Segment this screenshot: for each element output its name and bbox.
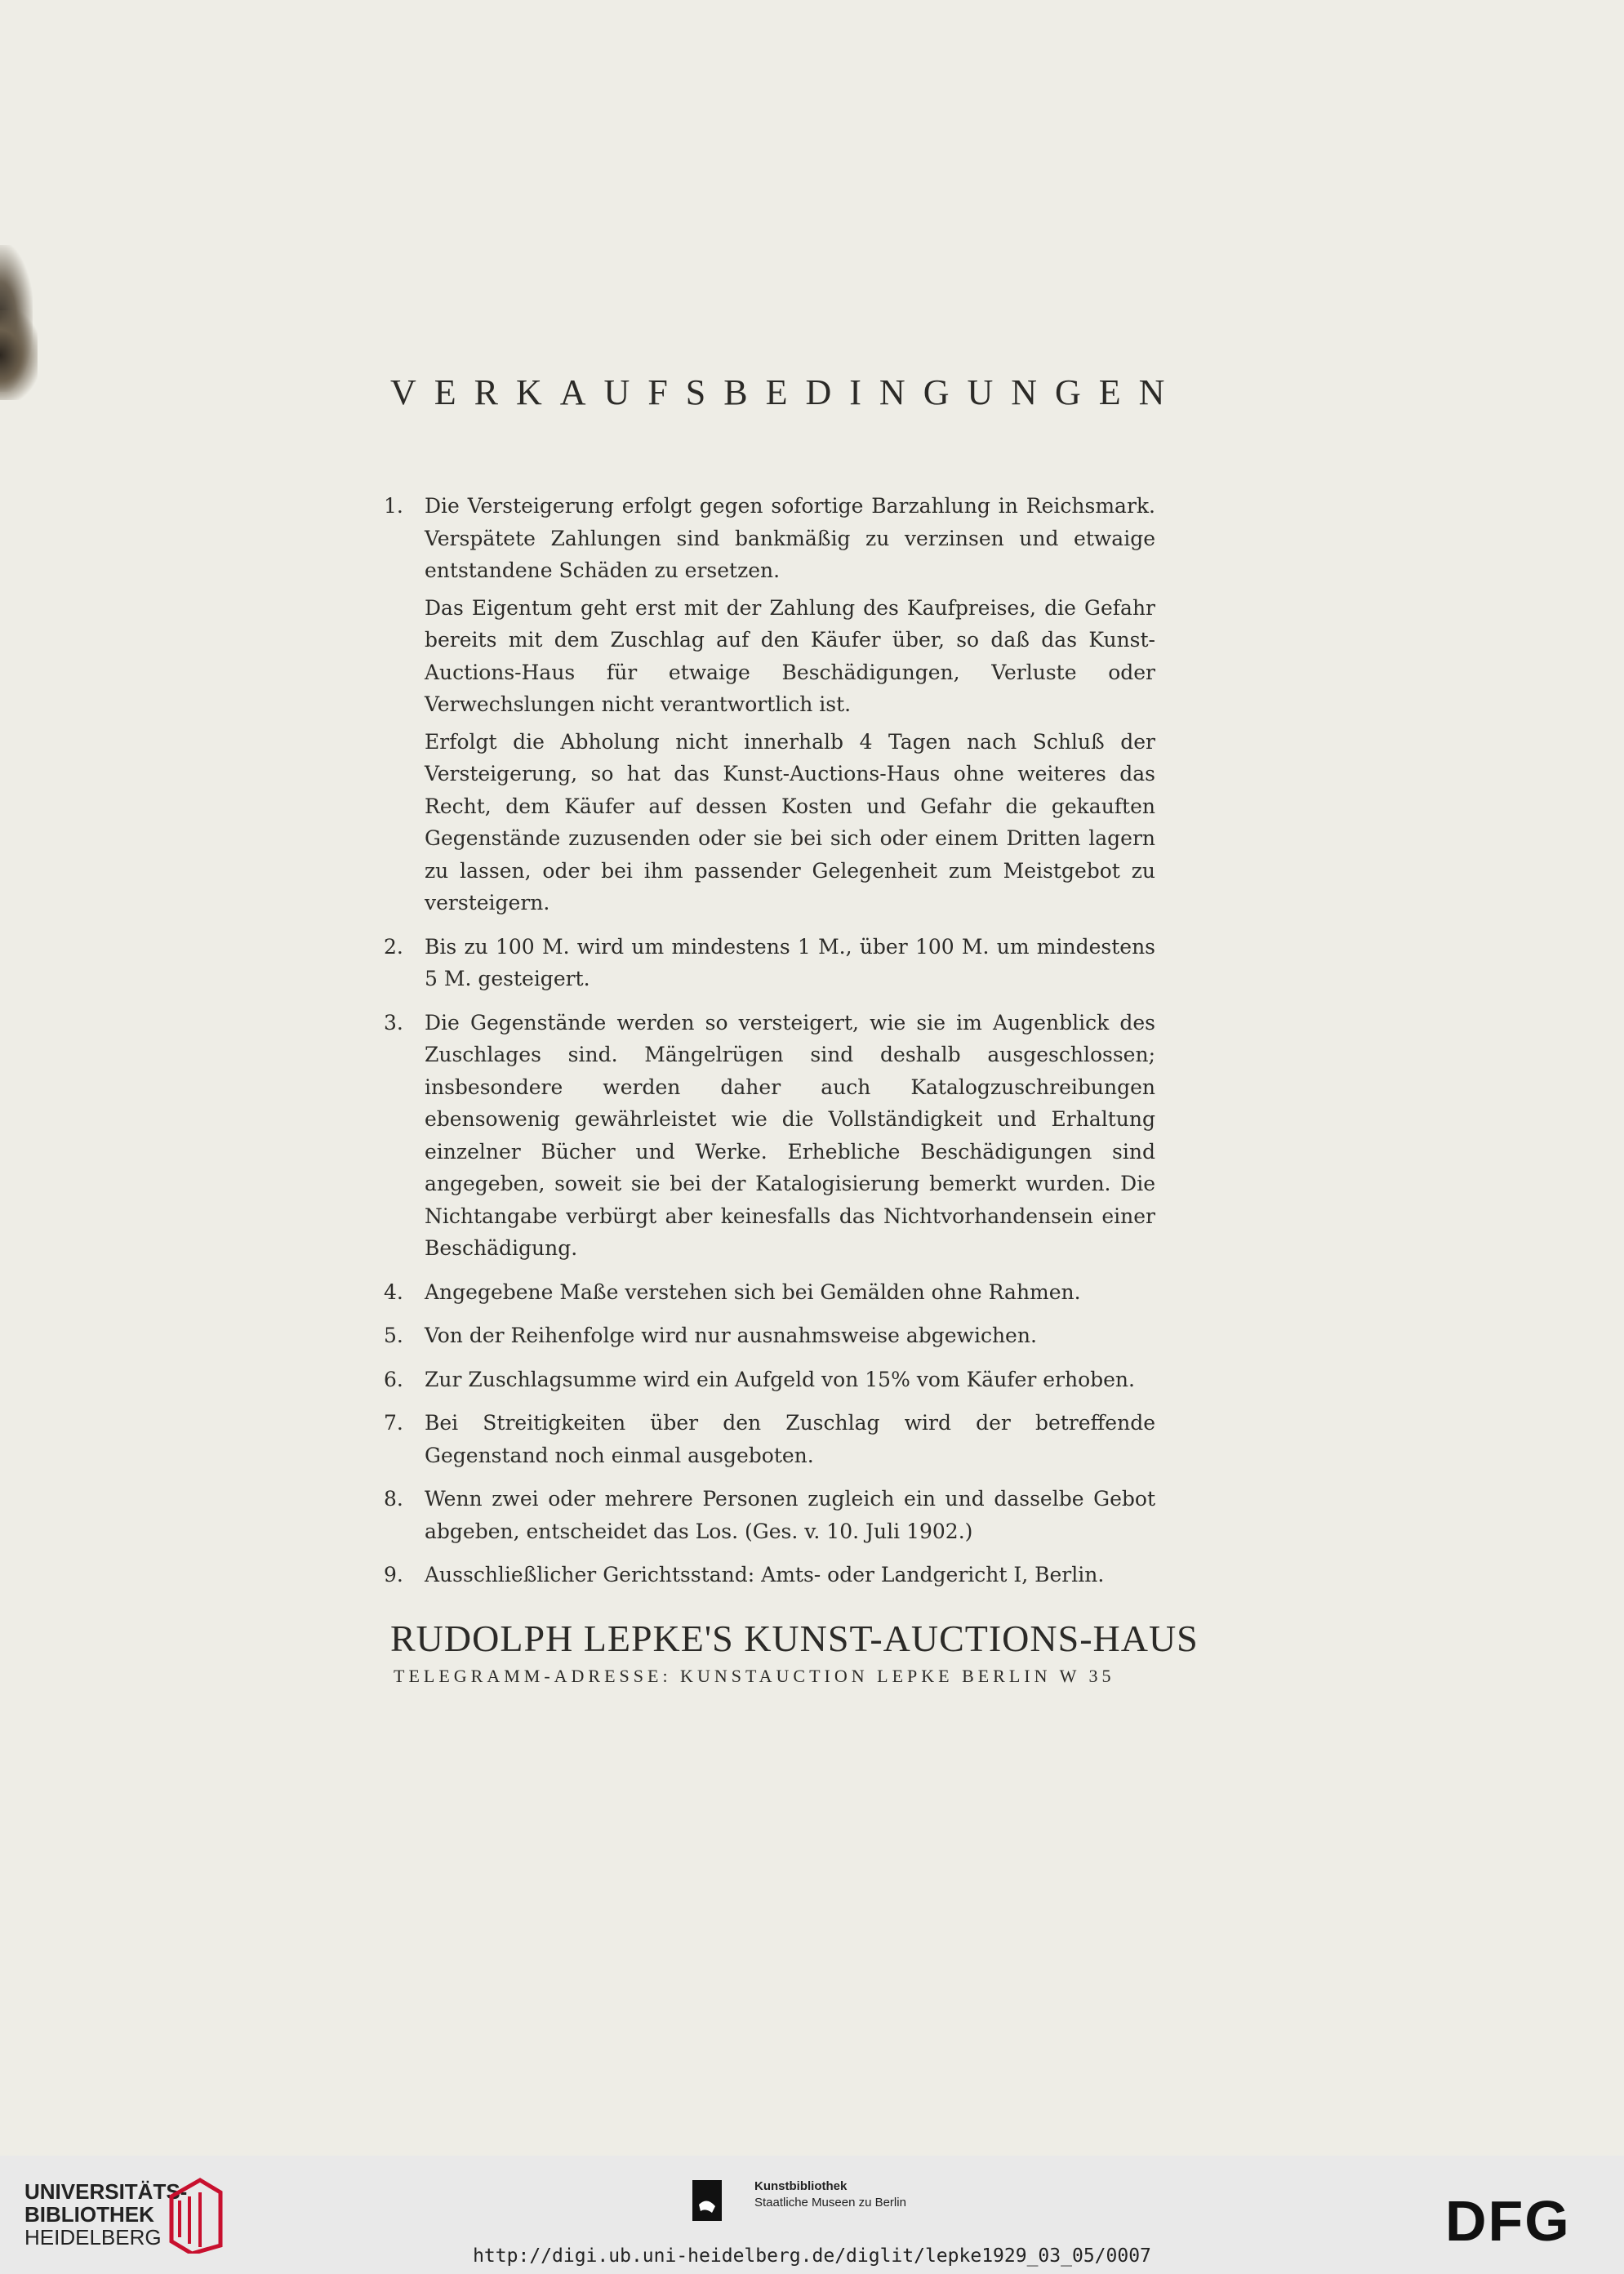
condition-number: 1. — [384, 494, 403, 518]
condition-number: 7. — [384, 1411, 403, 1435]
kunstbibliothek-wordmark[interactable] — [754, 2178, 906, 2211]
condition-number: 6. — [384, 1367, 403, 1391]
condition-paragraph: Erfolgt die Abholung nicht innerhalb 4 Tagen nach Schluß der Versteigerung, so hat das Kunst-Auctions-Haus ohne weiteres das Recht, dem Käufer auf dessen Kosten und Gefahr die gekauften Gegenstände zuzusenden oder sie bei sich oder einem Dritten lagern zu lassen, oder bei ihm passender Gelegenheit zum Meistgebot zu versteigern. — [425, 729, 1155, 914]
condition-body — [425, 1407, 1155, 1476]
footer-subtitle: TELEGRAMM-ADRESSE: KUNSTAUCTION LEPKE BERLIN W 35 — [394, 1666, 1115, 1686]
condition-item — [384, 1276, 1155, 1314]
viewer-footer-bar — [0, 2156, 1624, 2274]
condition-paragraph: Bei Streitigkeiten über den Zuschlag wird der betreffende Gegenstand noch einmal ausgeboten. — [425, 1411, 1155, 1467]
condition-paragraph: Zur Zuschlagsumme wird ein Aufgeld von 15% vom Käufer erhoben. — [425, 1367, 1135, 1391]
condition-number: 4. — [384, 1279, 403, 1304]
condition-paragraph: Angegebene Maße verstehen sich bei Gemälden ohne Rahmen. — [425, 1279, 1081, 1304]
condition-item — [384, 1559, 1155, 1596]
ub-line-2: BIBLIOTHEK — [24, 2202, 154, 2227]
ub-heidelberg-logo-icon[interactable] — [163, 2172, 229, 2254]
condition-item — [384, 1007, 1155, 1270]
condition-paragraph: Bis zu 100 M. wird um mindestens 1 M., über 100 M. um mindestens 5 M. gesteigert. — [425, 934, 1155, 990]
condition-item — [384, 1364, 1155, 1401]
ub-line-1: UNIVERSITÄTS- — [24, 2179, 188, 2204]
condition-paragraph: Die Gegenstände werden so versteigert, wie sie im Augenblick des Zuschlages sind. Mängelrügen sind deshalb ausgeschlossen; insbesondere werden daher auch Katalogzuschreibungen ebensowenig gewährleistet wie die Vollständigkeit und Erhaltung einzelner Bücher und Werke. Erhebliche Beschädigungen sind angegeben, soweit sie bei der Katalogisierung bemerkt wurden. Die Nichtangabe verbürgt aber keinesfalls das Nichtvorhandensein einer Beschädigung. — [425, 1010, 1155, 1260]
condition-item — [384, 1483, 1155, 1552]
condition-body — [425, 1559, 1155, 1596]
condition-paragraph: Wenn zwei oder mehrere Personen zugleich ein und dasselbe Gebot abgeben, entscheidet das Los. (Ges. v. 10. Juli 1902.) — [425, 1487, 1155, 1543]
footer-title: RUDOLPH LEPKE'S KUNST-AUCTIONS-HAUS — [390, 1618, 1199, 1659]
condition-number: 9. — [384, 1563, 403, 1586]
ub-line-3: HEIDELBERG — [24, 2225, 162, 2250]
condition-paragraph: Ausschließlicher Gerichtsstand: Amts- oder Landgericht I, Berlin. — [425, 1563, 1105, 1586]
kb-line-1: Kunstbibliothek — [754, 2179, 848, 2193]
condition-item — [384, 1319, 1155, 1357]
condition-paragraph: Die Versteigerung erfolgt gegen sofortige Barzahlung in Reichsmark. Verspätete Zahlungen sind bankmäßig zu verzinsen und etwaige entstandene Schäden zu ersetzen. — [425, 494, 1155, 582]
scan-edge-shadow-2 — [0, 310, 38, 400]
condition-body — [425, 1319, 1155, 1357]
page-title: VERKAUFSBEDINGUNGEN — [390, 372, 1183, 412]
condition-body — [425, 1364, 1155, 1401]
condition-body — [425, 1276, 1155, 1314]
condition-item — [384, 1407, 1155, 1476]
permalink-url[interactable]: http://digi.ub.uni-heidelberg.de/diglit/lepke1929_03_05/0007 — [473, 2245, 1151, 2267]
condition-item — [384, 490, 1155, 924]
condition-body — [425, 1483, 1155, 1552]
condition-number: 2. — [384, 934, 403, 959]
condition-body — [425, 490, 1155, 924]
condition-number: 8. — [384, 1487, 403, 1511]
dfg-logo[interactable]: DFG — [1445, 2189, 1571, 2253]
kunstbibliothek-logo-icon[interactable] — [692, 2180, 722, 2221]
conditions-list — [384, 490, 1155, 1603]
condition-paragraph: Von der Reihenfolge wird nur ausnahmsweise abgewichen. — [425, 1324, 1037, 1347]
condition-item — [384, 931, 1155, 1000]
condition-paragraph: Das Eigentum geht erst mit der Zahlung des Kaufpreises, die Gefahr bereits mit dem Zuschlag auf den Käufer über, so daß das Kunst-Auctions-Haus für etwaige Beschädigungen, Verluste oder Verwechslungen nicht verantwortlich ist. — [425, 595, 1155, 716]
condition-body — [425, 931, 1155, 1000]
condition-number: 3. — [384, 1010, 403, 1035]
condition-number: 5. — [384, 1324, 403, 1347]
condition-body — [425, 1007, 1155, 1270]
kb-line-2: Staatliche Museen zu Berlin — [754, 2196, 906, 2209]
